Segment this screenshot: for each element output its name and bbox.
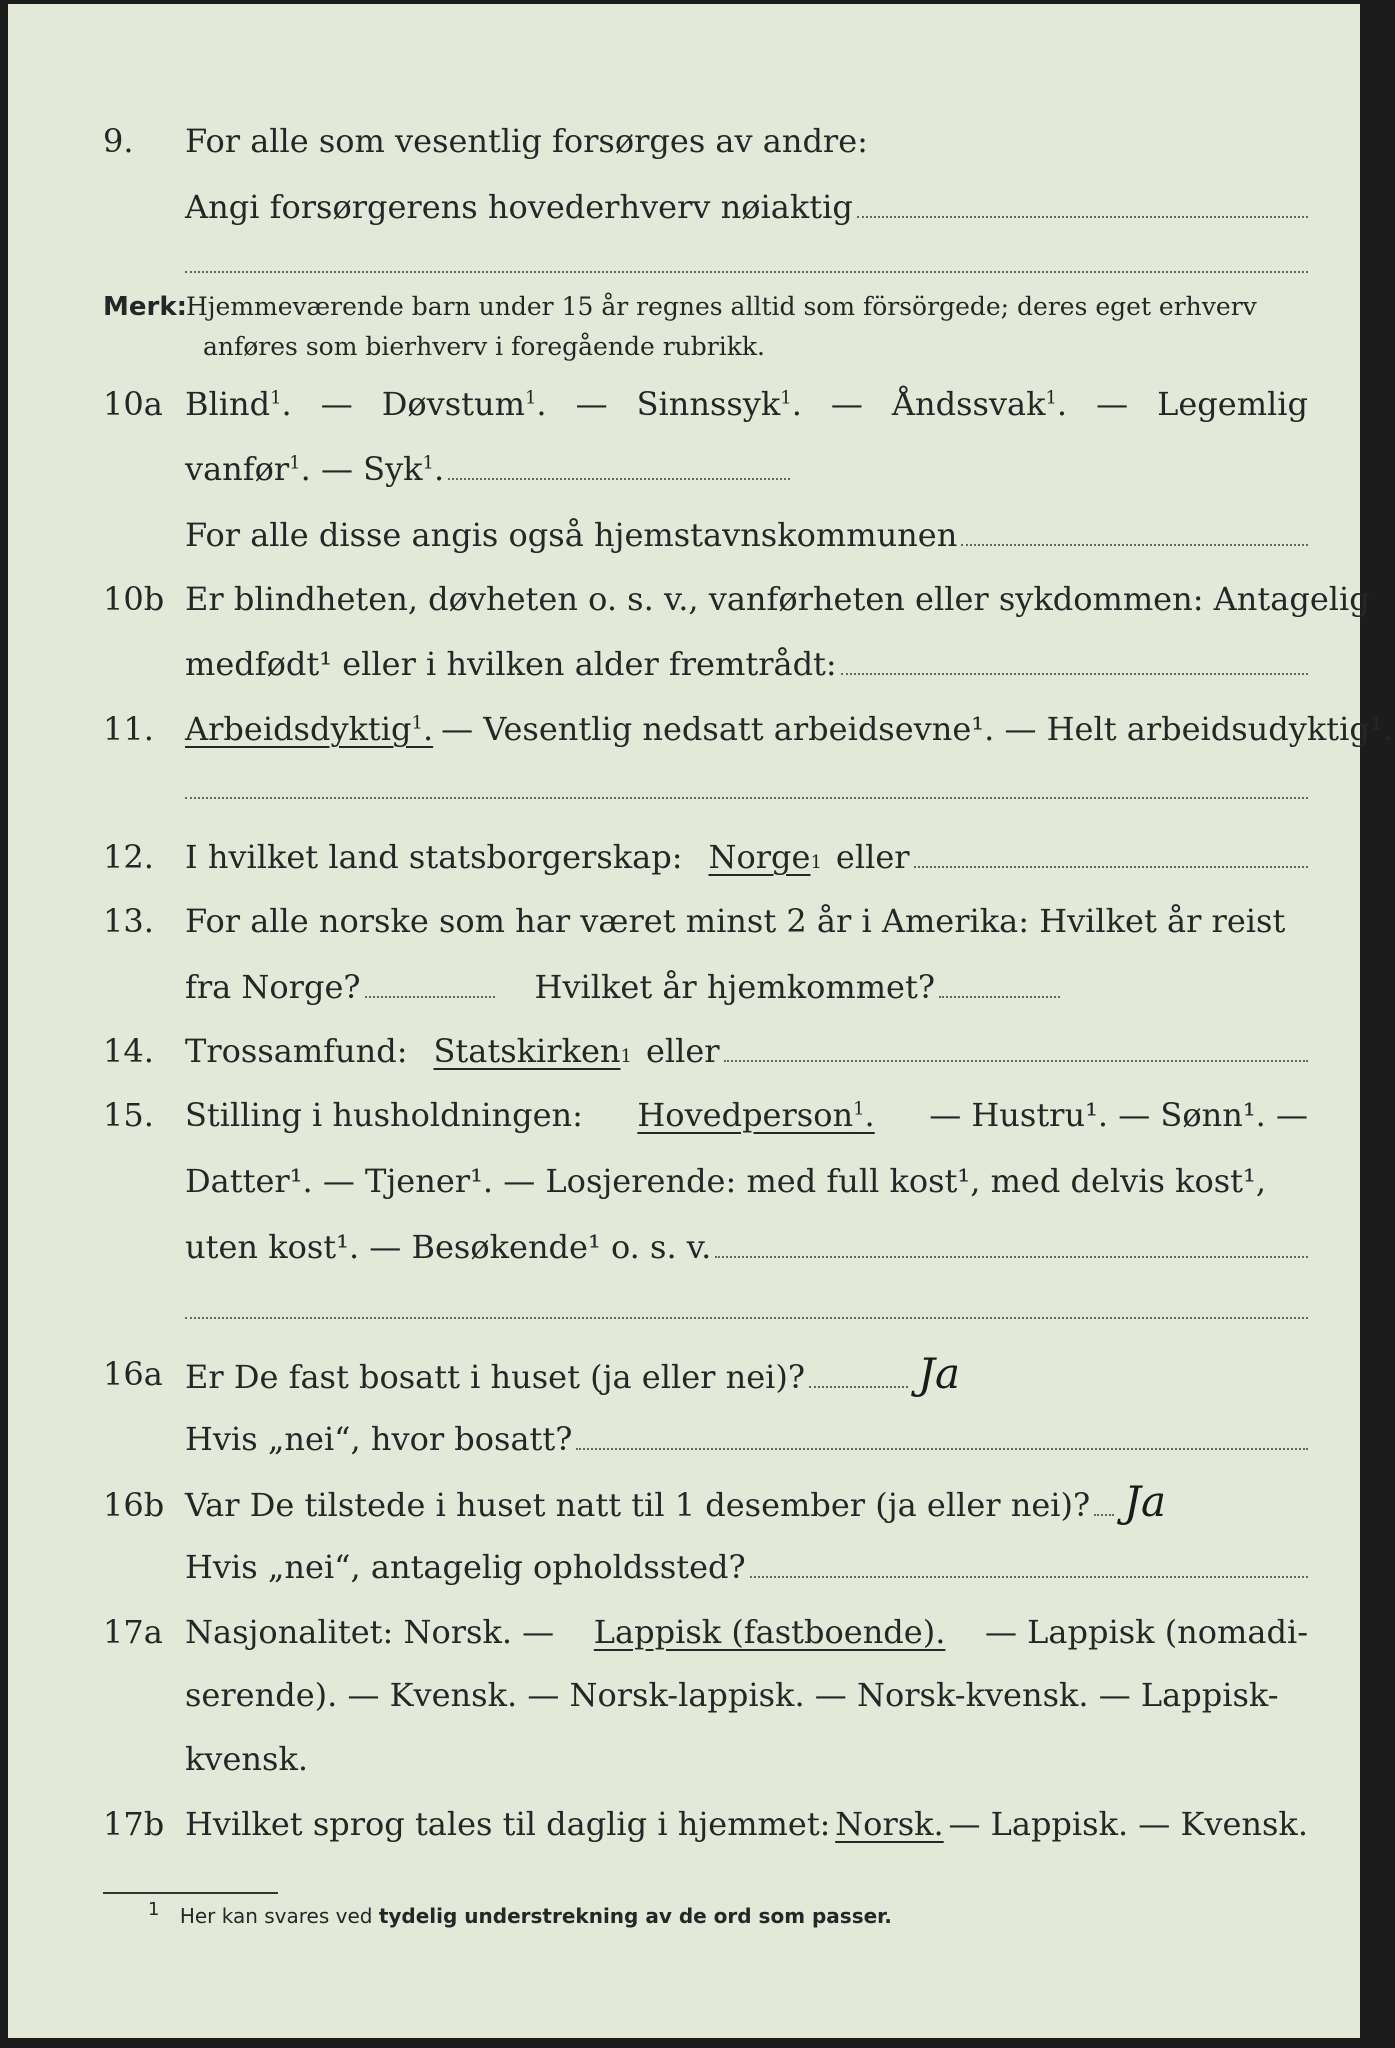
- q9-answer-field[interactable]: [857, 215, 1308, 218]
- option-norge-selected[interactable]: Norge: [708, 838, 811, 876]
- q10b-row1: [8, 574, 1370, 624]
- q10a-options: [185, 379, 1308, 429]
- q16a-text2: Hvis „nei“, hvor bosatt?: [185, 1420, 573, 1458]
- q15-text3: uten kost¹. — Besøkende¹ o. s. v.: [185, 1228, 712, 1266]
- q10b-row2: [8, 639, 1360, 689]
- q16a-handwritten-answer: Ja: [918, 1349, 960, 1398]
- q9-row2: [8, 182, 1360, 232]
- q9-text2: Angi forsørgerens hovederhverv nøiaktig: [185, 188, 853, 226]
- q16b-handwritten-answer: Ja: [1124, 1477, 1167, 1526]
- dash: —: [830, 385, 863, 423]
- q17a-line1: [185, 1607, 1308, 1657]
- q10a-row1: [8, 379, 1360, 429]
- q12-line: I hvilket land statsborgerskap: Norge 1 eller: [185, 832, 1308, 882]
- q15-row3: [8, 1222, 1360, 1272]
- q16a-bosatt-field[interactable]: [576, 1447, 1308, 1450]
- q16b-line1: [103, 1477, 1280, 1530]
- q12-eller: eller: [835, 838, 910, 876]
- q10a-answer-field[interactable]: [448, 477, 790, 480]
- option-syk[interactable]: Syk$^1$.: [363, 450, 445, 488]
- dash: —: [575, 385, 608, 423]
- q10a-number: 10a: [103, 385, 163, 423]
- q13-text: For alle norske som har været minst 2 år i Amerika: Hvilket år reist: [185, 902, 1286, 940]
- merk-text1: Hjemmeværende barn under 15 år regnes alltid som försörgede; deres eget erhverv: [186, 292, 1257, 321]
- q10a-row3: [8, 510, 1360, 560]
- q15-line3: [185, 1222, 1308, 1272]
- q17a-rest: — Lappisk (nomadi-: [985, 1613, 1308, 1651]
- q16a-answer-field[interactable]: [809, 1385, 908, 1388]
- dash: —: [1096, 385, 1129, 423]
- q14-number: 14.: [103, 1032, 154, 1070]
- footnote-divider: [103, 1892, 278, 1894]
- q15-rest: — Hustru¹. — Sønn¹. —: [929, 1096, 1308, 1134]
- q16b-row2: [8, 1542, 1360, 1592]
- footnote-text: Her kan svares ved: [179, 1904, 373, 1928]
- option-statskirken-selected[interactable]: Statskirken: [433, 1032, 621, 1070]
- q17a-row1: [8, 1607, 1360, 1657]
- q10a-hjemstavn-field[interactable]: [961, 543, 1308, 546]
- merk-label: Merk:: [103, 292, 188, 322]
- q13-number: 13.: [103, 902, 154, 940]
- q16b-line2: [185, 1542, 1308, 1592]
- q16a-row2: [8, 1414, 1360, 1464]
- q11-row: [8, 704, 1393, 754]
- q17b-text: Hvilket sprog tales til daglig i hjemmet:: [185, 1805, 831, 1843]
- option-sinnssyk[interactable]: Sinnssyk$^1$.: [636, 385, 802, 423]
- q10b-text2: medfødt¹ eller i hvilken alder fremtrådt:: [185, 645, 837, 683]
- q14-line: Trossamfund: Statskirken 1 eller: [185, 1026, 1308, 1076]
- q10a-options2: [185, 444, 790, 494]
- q16a-line2: [185, 1414, 1308, 1464]
- q14-row: [8, 1026, 1360, 1076]
- q10b-line2: [185, 639, 1308, 689]
- footnote-mark: 1: [148, 1899, 160, 1921]
- q9-answer-line: [185, 182, 1308, 232]
- q12-row: [8, 832, 1360, 882]
- q11-answer-field[interactable]: [185, 797, 1308, 799]
- option-vanfor[interactable]: vanfør$^1$.: [185, 450, 311, 488]
- q15-answer-field[interactable]: [715, 1255, 1308, 1258]
- q10b-number: 10b: [103, 580, 165, 618]
- q13-reist-field[interactable]: [365, 995, 495, 998]
- option-blind[interactable]: Blind$^1$.: [185, 385, 292, 423]
- option-lappisk-fastboende-selected[interactable]: Lappisk (fastboende).: [593, 1613, 946, 1651]
- footnote: [148, 1899, 892, 1928]
- q15-answer-field-2[interactable]: [185, 1317, 1308, 1319]
- q9-number: 9.: [103, 122, 134, 160]
- q17a-text3: kvensk.: [185, 1740, 308, 1778]
- q17a-text2: serende). — Kvensk. — Norsk-lappisk. — Norsk-kvensk. — Lappisk-: [185, 1676, 1279, 1714]
- q15-row1: [8, 1090, 1360, 1140]
- q17a-row2: [8, 1670, 1360, 1720]
- footnote-bold-text: tydelig understrekning av de ord som passer.: [378, 1904, 892, 1928]
- option-arbeidsdyktig-selected[interactable]: Arbeidsdyktig$^1$.: [185, 710, 434, 748]
- q16b-row1: [8, 1477, 1360, 1527]
- q17b-number: 17b: [103, 1805, 165, 1843]
- option-norsk-selected[interactable]: Norsk.: [835, 1805, 944, 1843]
- q14-answer-field[interactable]: [724, 1059, 1308, 1062]
- q11-options: [185, 704, 1393, 754]
- census-form-page: [8, 4, 1393, 2038]
- q17b-row: [8, 1799, 1360, 1849]
- q16a-line1: [185, 1349, 960, 1402]
- q13-line2: [185, 962, 1060, 1012]
- q17a-number: 17a: [103, 1613, 163, 1651]
- q11-rest: — Vesentlig nedsatt arbeidsevne¹. — Helt arbeidsudyktig¹.: [441, 710, 1393, 748]
- q12-number: 12.: [103, 838, 154, 876]
- q17a-row3: [8, 1734, 1360, 1784]
- q14-text: Trossamfund:: [185, 1032, 408, 1070]
- q12-text: I hvilket land statsborgerskap:: [185, 838, 683, 876]
- option-hovedperson-selected[interactable]: Hovedperson$^1$.: [637, 1096, 875, 1134]
- q9-row1: [8, 116, 1360, 166]
- q17b-rest: — Lappisk. — Kvensk.: [948, 1805, 1308, 1843]
- q16a-row1: [8, 1349, 1360, 1399]
- q13-row2: [8, 962, 1360, 1012]
- q10a-text3: For alle disse angis også hjemstavnskommunen: [185, 516, 958, 554]
- q13-hjemkommet: Hvilket år hjemkommet?: [534, 968, 935, 1006]
- q14-eller: eller: [645, 1032, 720, 1070]
- q16b-text: Var De tilstede i huset natt til 1 desember (ja eller nei)?: [185, 1486, 1091, 1524]
- q16b-answer-field[interactable]: [1094, 1513, 1114, 1516]
- q16b-text2: Hvis „nei“, antagelig opholdssted?: [185, 1548, 746, 1586]
- q13-row1: [8, 896, 1360, 946]
- q15-line1: [185, 1090, 1308, 1140]
- q11-number: 11.: [103, 710, 154, 748]
- option-dovstum[interactable]: Døvstum$^1$.: [381, 385, 547, 423]
- q10a-line3: [185, 510, 1308, 560]
- q10b-answer-field[interactable]: [841, 672, 1308, 675]
- q17a-text: Nasjonalitet: Norsk. —: [185, 1613, 555, 1651]
- q15-text: Stilling i husholdningen:: [185, 1096, 583, 1134]
- q17b-line: [185, 1799, 1308, 1849]
- q16a-text: Er De fast bosatt i huset (ja eller nei)?: [185, 1358, 806, 1396]
- q16b-number: 16b: [103, 1486, 165, 1524]
- q15-text2: Datter¹. — Tjener¹. — Losjerende: med full kost¹, med delvis kost¹,: [185, 1162, 1267, 1200]
- q10b-text: Er blindheten, døvheten o. s. v., vanførheten eller sykdommen: Antagelig: [185, 580, 1370, 618]
- merk-text2: anføres som bierhverv i foregående rubrikk.: [203, 332, 765, 361]
- dash: —: [310, 450, 364, 488]
- q16b-opholdssted-field[interactable]: [750, 1575, 1308, 1578]
- option-legemlig[interactable]: Legemlig: [1157, 385, 1308, 423]
- q13-fra-norge: fra Norge?: [185, 968, 361, 1006]
- q13-hjemkommet-field[interactable]: [939, 995, 1060, 998]
- option-andssvak[interactable]: Åndssvak$^1$.: [891, 385, 1068, 423]
- dash: —: [320, 385, 353, 423]
- q10a-row2: [8, 444, 1360, 494]
- q15-row2: [8, 1156, 1360, 1206]
- q16a-number: 16a: [103, 1355, 163, 1393]
- q9-text: For alle som vesentlig forsørges av andre:: [185, 122, 868, 160]
- q12-answer-field[interactable]: [914, 865, 1308, 868]
- q9-answer-field-2[interactable]: [185, 271, 1308, 273]
- q15-number: 15.: [103, 1096, 154, 1134]
